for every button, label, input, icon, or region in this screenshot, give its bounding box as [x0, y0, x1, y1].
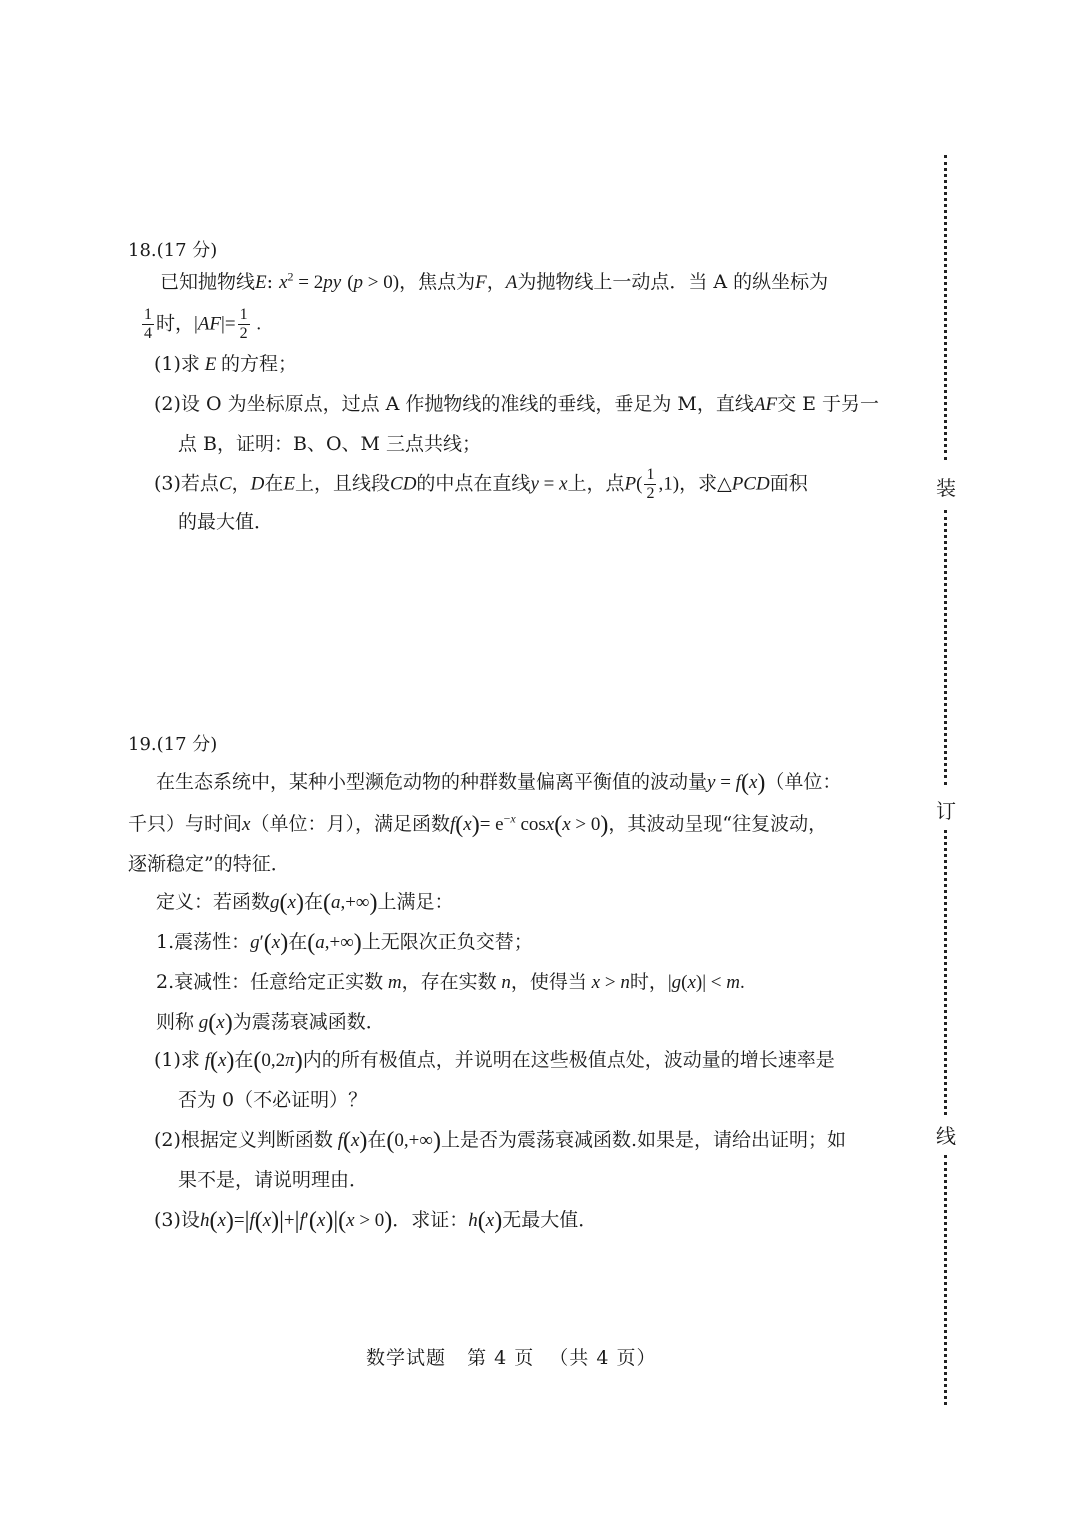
q19-condition-2: 2.衰减性：任意给定正实数 m，存在实数 n，使得当 x > n时，|g(x)| < m. [156, 971, 745, 993]
page-footer [366, 1343, 656, 1370]
q19-definition: 定义：若函数g(x)在(a,+∞)上满足： [156, 890, 454, 916]
q19-part-1-line-1: (1)求 f(x)在(0,2π)内的所有极值点，并说明在这些极值点处，波动量的增长速率是 [154, 1048, 835, 1074]
q19-part-3: (3)设h(x)=|f(x)|+|f′(x)|(x > 0)．求证：h(x)无最大值． [154, 1208, 598, 1234]
footer-page: 第 4 页 [467, 1347, 535, 1369]
q19-intro-line-3: 逐渐稳定”的特征． [128, 853, 290, 875]
q19-then: 则称 g(x)为震荡衰减函数． [156, 1010, 385, 1036]
q18-header: 18.(17 分) [128, 240, 218, 261]
q19-part-2-line-2: 果不是，请说明理由． [178, 1169, 369, 1191]
q19-part-1-line-2: 否为 0（不必证明）？ [178, 1089, 368, 1111]
q19-condition-1: 1.震荡性：g′(x)在(a,+∞)上无限次正负交替； [156, 930, 533, 956]
footer-subject: 数学试题 [366, 1347, 447, 1369]
footer-total: （共 4 页） [549, 1347, 657, 1369]
binding-mark-bottom: 线 [936, 1124, 956, 1148]
binding-line-top [944, 155, 947, 460]
q18-part-1: (1)求 E 的方程； [154, 353, 298, 375]
q18-stem-line-2: $\frac{1}{4}$ 时，|AF|= $\frac{1}{2}$ . [144, 306, 262, 342]
q19-header: 19.(17 分) [128, 734, 218, 755]
binding-line-bottom [944, 1155, 947, 1405]
q18-part-3-line-1: (3)若点C，D在E上，且线段CD的中点在直线y = x上，点P( $\frac{1}{2}$ ,1)，求△PCD面积 [154, 466, 808, 502]
binding-line-middle-2 [944, 830, 947, 1115]
binding-mark-top: 装 [936, 476, 956, 500]
q18-stem-line-1: 已知抛物线E: $x^2 = 2py$ (p > 0)，焦点为F，A为抛物线上一动点．当 A 的纵坐标为 [160, 269, 829, 293]
q19-part-2-line-1: (2)根据定义判断函数 f(x)在(0,+∞)上是否为震荡衰减函数.如果是，请给出证明；如 [154, 1128, 846, 1154]
q19-intro-line-2: 千只）与时间x（单位：月），满足函数$f(x)= e^{-x}$ cosx(x > 0)，其波动呈现“往复波动， [128, 811, 828, 838]
binding-line-middle-1 [944, 510, 947, 785]
binding-mark-middle: 订 [936, 799, 956, 823]
q18-part-2-line-1: (2)设 O 为坐标原点，过点 A 作抛物线的准线的垂线，垂足为 M，直线AF交 E 于另一 [154, 393, 880, 415]
q18-part-3-line-2: 的最大值． [178, 511, 274, 533]
q19-intro-line-1: 在生态系统中，某种小型濒危动物的种群数量偏离平衡值的波动量y = f(x)（单位： [156, 770, 842, 796]
q18-part-2-line-2: 点 B，证明：B、O、M 三点共线； [178, 433, 482, 455]
